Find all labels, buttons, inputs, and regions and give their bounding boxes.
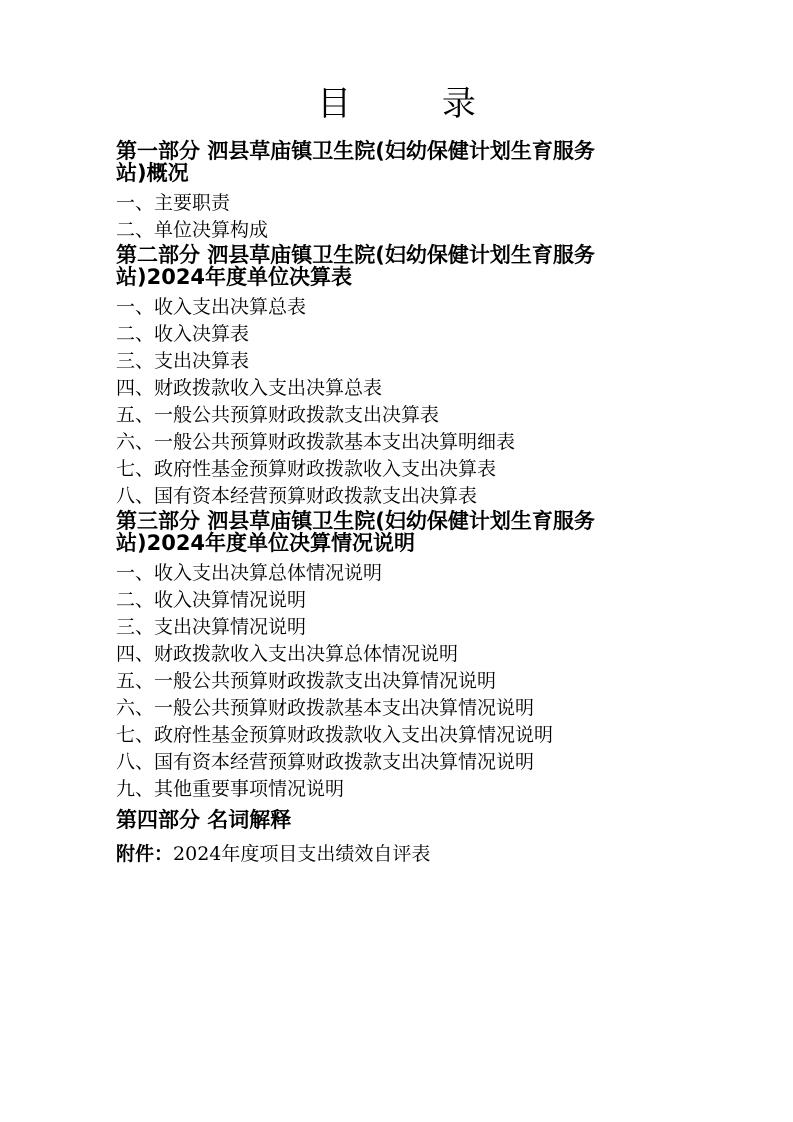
page-title: 目 录 xyxy=(317,84,516,124)
toc-part-1-heading[interactable] xyxy=(116,140,696,184)
toc-item[interactable]: 八、国有资本经营预算财政拨款支出决算表 xyxy=(116,485,478,507)
heading-line: 第一部分 泗县草庙镇卫生院(妇幼保健计划生育服务 xyxy=(116,139,595,163)
table-of-contents xyxy=(116,140,696,868)
attachment-line[interactable] xyxy=(116,841,696,868)
toc-item[interactable]: 三、支出决算表 xyxy=(116,350,250,372)
toc-item[interactable]: 二、收入决算表 xyxy=(116,323,250,345)
toc-item[interactable]: 六、一般公共预算财政拨款基本支出决算明细表 xyxy=(116,431,516,453)
attachment-label: 附件： xyxy=(116,843,174,865)
toc-item[interactable]: 九、其他重要事项情况说明 xyxy=(116,778,345,800)
toc-item[interactable]: 三、支出决算情况说明 xyxy=(116,616,307,638)
toc-item[interactable]: 七、政府性基金预算财政拨款收入支出决算情况说明 xyxy=(116,724,554,746)
heading-line: 站)2024年度单位决算表 xyxy=(116,265,353,289)
toc-item[interactable]: 一、收入支出决算总表 xyxy=(116,296,307,318)
toc-item[interactable]: 一、主要职责 xyxy=(116,192,231,214)
toc-part-3-heading[interactable] xyxy=(116,510,696,554)
toc-item[interactable]: 一、收入支出决算总体情况说明 xyxy=(116,562,383,584)
toc-item[interactable]: 八、国有资本经营预算财政拨款支出决算情况说明 xyxy=(116,751,535,773)
toc-item[interactable]: 四、财政拨款收入支出决算总表 xyxy=(116,377,383,399)
toc-item[interactable]: 二、单位决算构成 xyxy=(116,219,269,241)
heading-line: 第二部分 泗县草庙镇卫生院(妇幼保健计划生育服务 xyxy=(116,243,595,267)
toc-item[interactable]: 七、政府性基金预算财政拨款收入支出决算表 xyxy=(116,458,497,480)
heading-line: 站)2024年度单位决算情况说明 xyxy=(116,531,416,555)
toc-part-4-heading[interactable]: 第四部分 名词解释 xyxy=(116,808,292,832)
heading-line: 站)概况 xyxy=(116,161,189,185)
toc-item[interactable]: 五、一般公共预算财政拨款支出决算情况说明 xyxy=(116,670,497,692)
attachment-text: 2024年度项目支出绩效自评表 xyxy=(173,843,431,865)
toc-item[interactable]: 六、一般公共预算财政拨款基本支出决算情况说明 xyxy=(116,697,535,719)
heading-line: 第三部分 泗县草庙镇卫生院(妇幼保健计划生育服务 xyxy=(116,509,595,533)
toc-item[interactable]: 二、收入决算情况说明 xyxy=(116,589,307,611)
toc-part-2-heading[interactable] xyxy=(116,244,696,288)
toc-item[interactable]: 四、财政拨款收入支出决算总体情况说明 xyxy=(116,643,459,665)
toc-item[interactable]: 五、一般公共预算财政拨款支出决算表 xyxy=(116,404,440,426)
